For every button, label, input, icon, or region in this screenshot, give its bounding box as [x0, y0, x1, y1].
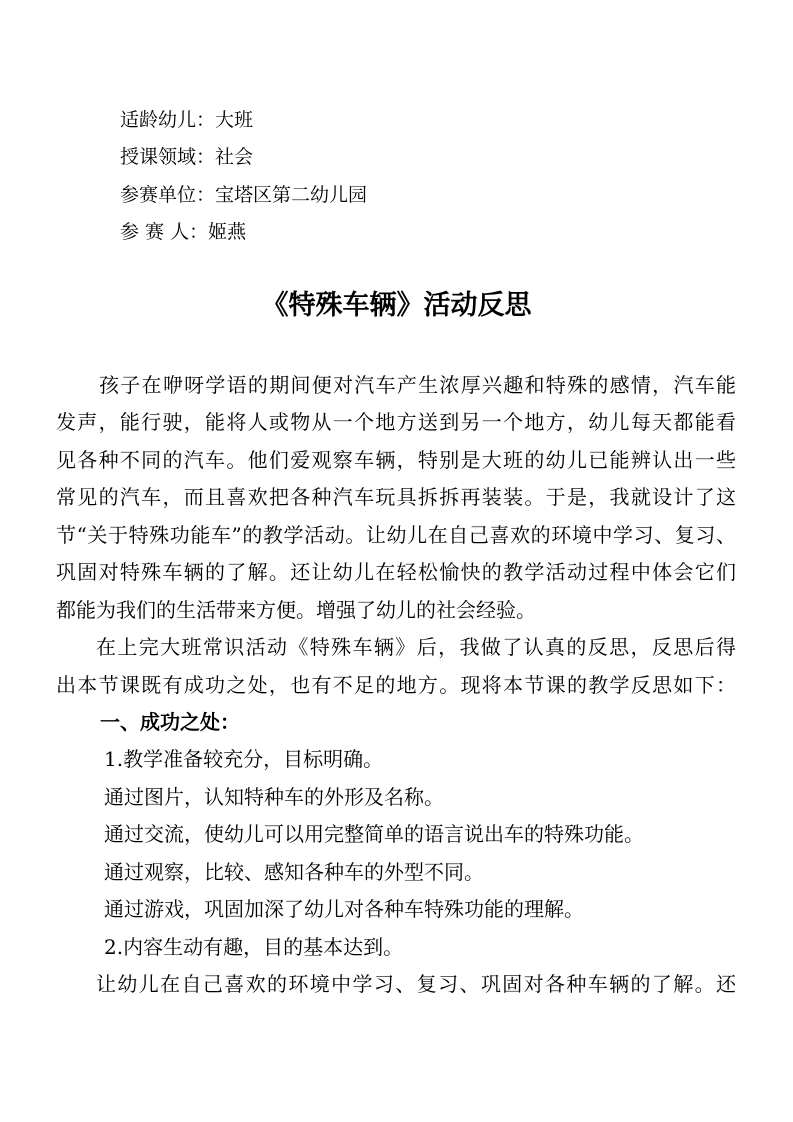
section-item: 2.内容生动有趣，目的基本达到。 — [104, 935, 404, 959]
unit-line: 参赛单位：宝塔区第二幼儿园 — [120, 184, 368, 206]
section-heading: 一、成功之处： — [100, 710, 240, 734]
paragraph-1-line-3: 见各种不同的汽车。他们爱观察车辆，特别是大班的幼儿已能辨认出一些 — [56, 448, 736, 472]
section-item: 通过图片，认知特种车的外形及名称。 — [104, 785, 444, 809]
section-item: 通过游戏，巩固加深了幼儿对各种车特殊功能的理解。 — [104, 897, 584, 921]
paragraph-1-line-7: 都能为我们的生活带来方便。增强了幼儿的社会经验。 — [56, 598, 536, 622]
paragraph-1-line-2: 发声，能行驶，能将人或物从一个地方送到另一个地方，幼儿每天都能看 — [56, 410, 736, 434]
paragraph-2-line-2: 出本节课既有成功之处，也有不足的地方。现将本节课的教学反思如下： — [56, 673, 736, 697]
section-item: 通过观察，比较、感知各种车的外型不同。 — [104, 860, 484, 884]
age-group-line: 适龄幼儿：大班 — [120, 109, 254, 131]
section-item: 1.教学准备较充分，目标明确。 — [104, 747, 384, 771]
document-title: 《特殊车辆》活动反思 — [261, 290, 532, 321]
participant-line: 参 赛 人：姬燕 — [120, 221, 247, 243]
paragraph-1-line-4: 常见的汽车，而且喜欢把各种汽车玩具拆拆再装装。于是，我就设计了这 — [56, 485, 736, 509]
paragraph-1-line-6: 巩固对特殊车辆的了解。还让幼儿在轻松愉快的教学活动过程中体会它们 — [56, 560, 736, 584]
domain-line: 授课领域：社会 — [120, 146, 254, 168]
paragraph-1-line-1: 孩子在咿呀学语的期间便对汽车产生浓厚兴趣和特殊的感情，汽车能 — [99, 373, 736, 397]
section-item: 通过交流，使幼儿可以用完整简单的语言说出车的特殊功能。 — [104, 822, 644, 846]
paragraph-2-line-1: 在上完大班常识活动《特殊车辆》后，我做了认真的反思，反思后得 — [96, 635, 736, 659]
section-last-line: 让幼儿在自己喜欢的环境中学习、复习、巩固对各种车辆的了解。还 — [96, 972, 736, 996]
paragraph-1-line-5: 节“关于特殊功能车”的教学活动。让幼儿在自己喜欢的环境中学习、复习、 — [56, 523, 736, 547]
